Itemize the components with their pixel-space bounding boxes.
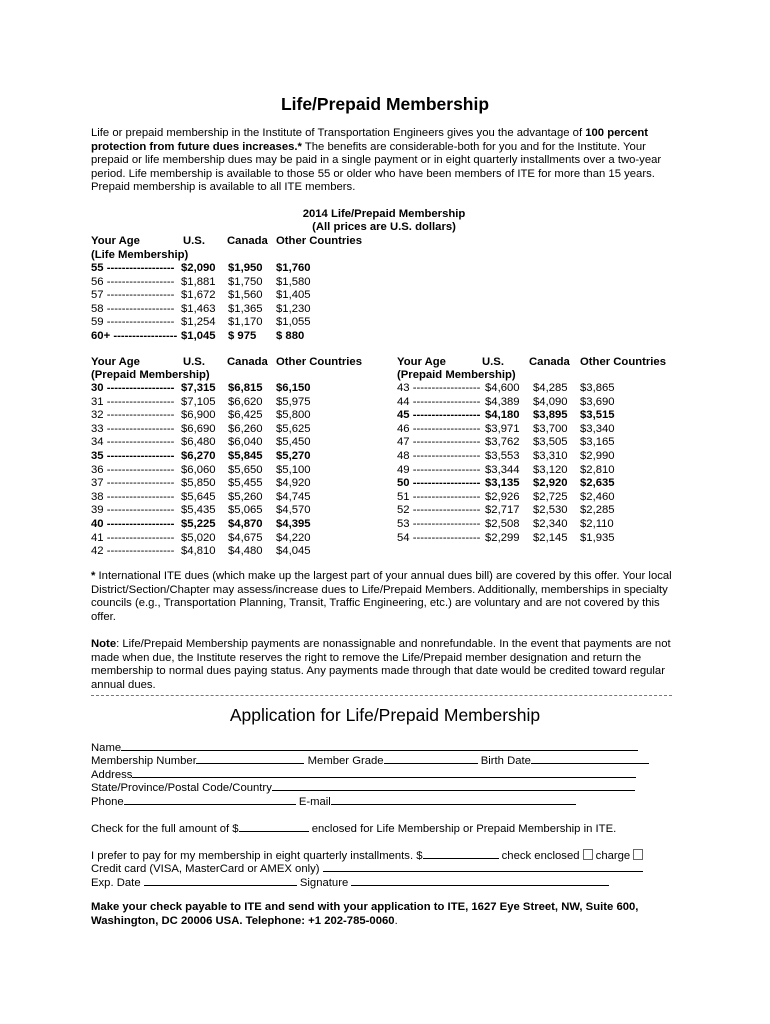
leader-dots: ------------------ (106, 490, 175, 503)
table-row-age (397, 409, 480, 423)
row-other-price: $4,745 (276, 490, 311, 503)
row-other-price: $4,570 (276, 504, 311, 517)
state-label: State/Province/Postal Code/Country (91, 782, 272, 794)
leader-dots: ------------------ (106, 409, 175, 422)
table-row-age (397, 491, 480, 505)
row-us-price: $5,225 (181, 518, 216, 530)
row-us-price: $3,553 (485, 450, 520, 462)
email-field[interactable] (331, 793, 576, 805)
table-row-age (397, 382, 480, 396)
table-row-age (91, 504, 174, 518)
intro-paragraph (91, 127, 686, 195)
leader-dots: ------------------ (106, 262, 175, 274)
mailing-instructions (91, 901, 686, 928)
installment-amount-field[interactable] (423, 847, 499, 859)
age-value: 33 (91, 422, 104, 435)
age-value: 58 (91, 302, 104, 315)
member-number-label: Membership Number (91, 755, 197, 767)
signature-label: Signature (299, 877, 349, 889)
table-row-age (91, 491, 174, 505)
leader-dots: ------------------ (412, 463, 481, 476)
address-field[interactable] (132, 766, 636, 778)
row-other-price: $5,270 (276, 450, 311, 462)
page-title: Life/Prepaid Membership (280, 94, 490, 114)
credit-card-field[interactable] (323, 860, 643, 872)
row-canada-price: $6,620 (228, 395, 263, 408)
leader-dots: ------------------ (412, 395, 481, 408)
row-us-price: $5,850 (181, 477, 216, 490)
row-canada-price: $4,480 (228, 545, 263, 558)
age-value: 43 (397, 382, 410, 394)
prepaid-right-header-other: Other Countries (580, 356, 666, 368)
table-row-age (91, 532, 174, 546)
age-value: 48 (397, 450, 410, 462)
row-canada-price: $1,365 (228, 302, 263, 315)
table-row-age (91, 396, 174, 410)
age-value: 55 (91, 262, 104, 274)
age-value: 42 (91, 545, 104, 558)
table-row-age (91, 303, 174, 317)
row-us-price: $2,926 (485, 490, 520, 503)
row-canada-price: $1,170 (228, 316, 263, 329)
row-canada-price: $5,650 (228, 463, 263, 476)
prepaid-right-subheader: (Prepaid Membership) (397, 369, 516, 381)
row-other-price: $1,230 (276, 302, 311, 315)
row-us-price: $5,020 (181, 531, 216, 544)
member-number-field[interactable] (196, 752, 304, 764)
age-value: 50 (397, 477, 410, 490)
row-other-price: $4,045 (276, 545, 311, 558)
full-payment-text-start: Check for the full amount of $ (91, 823, 239, 835)
row-canada-price: $4,870 (228, 518, 263, 530)
age-value: 51 (397, 490, 410, 503)
age-value: 34 (91, 436, 104, 449)
row-canada-price: $6,260 (228, 422, 263, 435)
row-canada-price: $3,310 (533, 450, 568, 462)
footnote-paragraph (91, 570, 686, 624)
leader-dots: ------------------ (106, 316, 175, 329)
intro-bold-text: 100 percent protection from future dues increases.* (91, 127, 649, 153)
mailing-period: . (394, 914, 398, 927)
leader-dots: ------------------ (412, 531, 481, 544)
phone-field[interactable] (124, 793, 296, 805)
row-us-price: $6,060 (181, 463, 216, 476)
row-other-price: $2,460 (580, 490, 615, 503)
life-header-age: Your Age (91, 235, 140, 247)
age-value: 57 (91, 289, 104, 302)
leader-dots: ------------------ (412, 422, 481, 435)
life-header-us: U.S. (183, 235, 205, 247)
row-us-price: $2,299 (485, 531, 520, 544)
note-label: Note (91, 638, 117, 650)
age-value: 46 (397, 422, 410, 435)
application-title: Application for Life/Prepaid Membership (229, 705, 541, 725)
table-row-age (397, 518, 480, 532)
charge-label: charge (595, 850, 631, 862)
row-canada-price: $3,505 (533, 436, 568, 449)
row-canada-price: $5,065 (228, 504, 263, 517)
exp-date-field[interactable] (144, 874, 297, 886)
leader-dots: ------------------ (412, 477, 481, 490)
row-us-price: $5,645 (181, 490, 216, 503)
age-value: 37 (91, 477, 104, 490)
age-value: 45 (397, 409, 410, 422)
row-other-price: $3,340 (580, 422, 615, 435)
leader-dots: ------------------ (106, 436, 175, 449)
leader-dots: ------------------ (412, 450, 481, 462)
leader-dots: ----------------- (113, 330, 178, 342)
table-row-age (91, 409, 174, 423)
table-row-age (91, 316, 174, 330)
row-other-price: $2,285 (580, 504, 615, 517)
table-row-age (91, 436, 174, 450)
row-other-price: $5,975 (276, 395, 311, 408)
table-row-age (91, 477, 174, 491)
row-us-price: $7,315 (181, 382, 216, 394)
row-other-price: $3,165 (580, 436, 615, 449)
prepaid-right-header-us: U.S. (482, 356, 504, 368)
row-canada-price: $4,285 (533, 382, 568, 394)
table-row-age (91, 330, 177, 344)
age-value: 39 (91, 504, 104, 517)
row-canada-price: $3,120 (533, 463, 568, 476)
table-row-age (91, 289, 174, 303)
contact-row (91, 793, 576, 810)
full-payment-text-end: enclosed for Life Membership or Prepaid Membership in ITE. (308, 823, 617, 835)
table-row-age (397, 396, 480, 410)
row-other-price: $2,810 (580, 463, 615, 476)
state-field[interactable] (272, 779, 635, 791)
birth-date-label: Birth Date (480, 755, 531, 767)
table-row-age (91, 276, 174, 290)
row-other-price: $3,515 (580, 409, 615, 422)
row-other-price: $1,580 (276, 275, 311, 288)
age-value: 38 (91, 490, 104, 503)
row-other-price: $2,110 (580, 518, 614, 530)
leader-dots: ------------------ (106, 275, 175, 288)
row-canada-price: $2,530 (533, 504, 568, 517)
note-text: : Life/Prepaid Membership payments are nonassignable and nonrefundable. In the event that payments are not made when due, the Institute reserves the right to remove the Life/Prepaid member designation and return the membership to normal dues paying status. Any payments made through that date would be credited toward regular annual dues. (91, 638, 671, 691)
leader-dots: ------------------ (106, 302, 175, 315)
table-row-age (91, 382, 174, 396)
member-grade-label: Member Grade (307, 755, 384, 767)
leader-dots: ------------------ (412, 382, 481, 394)
charge-checkbox[interactable] (633, 849, 643, 860)
row-us-price: $6,480 (181, 436, 216, 449)
leader-dots: ------------------ (106, 422, 175, 435)
age-value: 56 (91, 275, 104, 288)
row-us-price: $4,810 (181, 545, 216, 558)
row-us-price: $3,135 (485, 477, 520, 490)
life-header-canada: Canada (227, 235, 268, 247)
row-other-price: $5,450 (276, 436, 311, 449)
age-value: 60+ (91, 330, 111, 342)
age-value: 30 (91, 382, 104, 394)
prepaid-left-subheader: (Prepaid Membership) (91, 369, 210, 381)
row-us-price: $7,105 (181, 395, 216, 408)
leader-dots: ------------------ (412, 518, 481, 530)
row-canada-price: $2,145 (533, 531, 568, 544)
table-row-age (397, 504, 480, 518)
row-other-price: $ 880 (276, 330, 305, 342)
installments-text: I prefer to pay for my membership in eight quarterly installments. $ (91, 850, 423, 862)
age-value: 49 (397, 463, 410, 476)
table-row-age (91, 464, 174, 478)
leader-dots: ------------------ (106, 504, 175, 517)
row-us-price: $4,600 (485, 382, 520, 394)
age-value: 32 (91, 409, 104, 422)
check-enclosed-label: check enclosed (501, 850, 580, 862)
expiry-row (91, 874, 609, 891)
name-label: Name (91, 742, 122, 754)
row-us-price: $1,463 (181, 302, 216, 315)
row-us-price: $1,881 (181, 275, 216, 288)
row-other-price: $5,625 (276, 422, 311, 435)
row-canada-price: $6,425 (228, 409, 263, 422)
table-row-age (91, 450, 174, 464)
prepaid-left-header-age: Your Age (91, 356, 140, 368)
row-canada-price: $ 975 (228, 330, 257, 342)
age-value: 54 (397, 531, 410, 544)
leader-dots: ------------------ (412, 504, 481, 517)
row-other-price: $5,800 (276, 409, 311, 422)
check-enclosed-checkbox[interactable] (583, 849, 593, 860)
row-other-price: $5,100 (276, 463, 311, 476)
row-other-price: $2,990 (580, 450, 615, 462)
age-value: 52 (397, 504, 410, 517)
intro-text-end: The benefits are considerable-both for you and for the Institute. Your prepaid or life membership dues may be paid in a single payment or in eight quarterly installments over a two-year period. Life membership is available to those 55 or older who have been members of ITE for more than 15 years. Prepaid membership is available to all ITE members. (91, 140, 662, 194)
table-title: 2014 Life/Prepaid Membership (302, 208, 466, 220)
leader-dots: ------------------ (412, 436, 481, 449)
row-other-price: $4,220 (276, 531, 311, 544)
phone-label: Phone (91, 796, 124, 808)
table-row-age (91, 262, 174, 276)
row-other-price: $1,760 (276, 262, 311, 274)
birth-date-field[interactable] (531, 752, 649, 764)
row-us-price: $3,971 (485, 422, 520, 435)
row-other-price: $3,865 (580, 382, 615, 394)
age-value: 44 (397, 395, 410, 408)
row-us-price: $1,045 (181, 330, 216, 342)
row-us-price: $2,090 (181, 262, 216, 274)
row-us-price: $6,690 (181, 422, 216, 435)
leader-dots: ------------------ (106, 531, 175, 544)
leader-dots: ------------------ (412, 490, 481, 503)
row-canada-price: $5,260 (228, 490, 263, 503)
row-canada-price: $2,340 (533, 518, 568, 530)
age-value: 53 (397, 518, 410, 530)
table-row-age (91, 545, 174, 559)
footnote-text: International ITE dues (which make up the largest part of your annual dues bill) are covered by this offer. Your local District/Section/Chapter may assess/increase dues to Life/Prepaid Members. Additionally, memberships in specialty councils (e.g., Transportation Planning, Transit, Traffic Engineering, etc.) are voluntary and are not covered by this offer. (91, 570, 672, 623)
age-value: 59 (91, 316, 104, 329)
dashed-separator (91, 695, 672, 696)
signature-field[interactable] (351, 874, 609, 886)
row-other-price: $1,405 (276, 289, 311, 302)
full-payment-row (91, 820, 616, 837)
age-value: 47 (397, 436, 410, 449)
name-field[interactable] (121, 739, 638, 751)
age-value: 36 (91, 463, 104, 476)
full-amount-field[interactable] (239, 820, 309, 832)
row-canada-price: $3,895 (533, 409, 568, 422)
footnote-star: * (91, 570, 96, 582)
email-label: E-mail (298, 796, 331, 808)
address-label: Address (91, 769, 133, 781)
prepaid-left-header-canada: Canada (227, 356, 268, 368)
row-us-price: $4,180 (485, 409, 520, 422)
table-row-age (397, 477, 480, 491)
leader-dots: ------------------ (412, 409, 481, 422)
row-canada-price: $6,040 (228, 436, 263, 449)
table-row-age (397, 423, 480, 437)
leader-dots: ------------------ (106, 382, 175, 394)
mailing-text: Make your check payable to ITE and send with your application to ITE, 1627 Eye Street, NW, Suite 600, Washington, DC 20006 USA. Telephone: +1 202-785-0060 (91, 901, 639, 927)
leader-dots: ------------------ (106, 463, 175, 476)
intro-text-start: Life or prepaid membership in the Institute of Transportation Engineers gives you the advantage of (91, 127, 586, 139)
age-value: 31 (91, 395, 104, 408)
leader-dots: ------------------ (106, 477, 175, 490)
row-canada-price: $5,845 (228, 450, 263, 462)
row-canada-price: $5,455 (228, 477, 263, 490)
leader-dots: ------------------ (106, 545, 175, 558)
prepaid-right-header-age: Your Age (397, 356, 446, 368)
row-us-price: $1,672 (181, 289, 216, 302)
row-canada-price: $3,700 (533, 422, 568, 435)
row-us-price: $3,344 (485, 463, 520, 476)
age-value: 40 (91, 518, 104, 530)
life-subheader: (Life Membership) (91, 249, 189, 261)
table-row-age (397, 436, 480, 450)
row-other-price: $6,150 (276, 382, 311, 394)
row-canada-price: $1,950 (228, 262, 263, 274)
prepaid-right-header-canada: Canada (529, 356, 570, 368)
row-canada-price: $4,675 (228, 531, 263, 544)
life-header-other: Other Countries (276, 235, 362, 247)
row-canada-price: $2,920 (533, 477, 568, 490)
leader-dots: ------------------ (106, 518, 175, 530)
row-other-price: $4,395 (276, 518, 311, 530)
credit-card-label: Credit card (VISA, MasterCard or AMEX only) (91, 863, 320, 875)
note-paragraph (91, 638, 686, 692)
row-canada-price: $2,725 (533, 490, 568, 503)
age-value: 41 (91, 531, 104, 544)
table-row-age (397, 464, 480, 478)
leader-dots: ------------------ (106, 289, 175, 302)
member-grade-field[interactable] (384, 752, 478, 764)
age-value: 35 (91, 450, 104, 462)
row-us-price: $4,389 (485, 395, 520, 408)
row-us-price: $6,900 (181, 409, 216, 422)
row-us-price: $1,254 (181, 316, 216, 329)
row-canada-price: $4,090 (533, 395, 568, 408)
row-other-price: $1,055 (276, 316, 311, 329)
table-row-age (91, 518, 174, 532)
prepaid-left-header-us: U.S. (183, 356, 205, 368)
row-other-price: $3,690 (580, 395, 615, 408)
table-subtitle: (All prices are U.S. dollars) (312, 221, 456, 233)
row-canada-price: $1,560 (228, 289, 263, 302)
row-other-price: $1,935 (580, 531, 615, 544)
prepaid-left-header-other: Other Countries (276, 356, 362, 368)
table-row-age (397, 450, 480, 464)
row-other-price: $4,920 (276, 477, 311, 490)
row-us-price: $3,762 (485, 436, 520, 449)
row-us-price: $5,435 (181, 504, 216, 517)
row-other-price: $2,635 (580, 477, 615, 490)
table-row-age (91, 423, 174, 437)
row-canada-price: $6,815 (228, 382, 263, 394)
table-row-age (397, 532, 480, 546)
leader-dots: ------------------ (106, 395, 175, 408)
row-us-price: $6,270 (181, 450, 216, 462)
row-us-price: $2,717 (485, 504, 520, 517)
leader-dots: ------------------ (106, 450, 175, 462)
row-us-price: $2,508 (485, 518, 520, 530)
exp-date-label: Exp. Date (91, 877, 141, 889)
row-canada-price: $1,750 (228, 275, 263, 288)
